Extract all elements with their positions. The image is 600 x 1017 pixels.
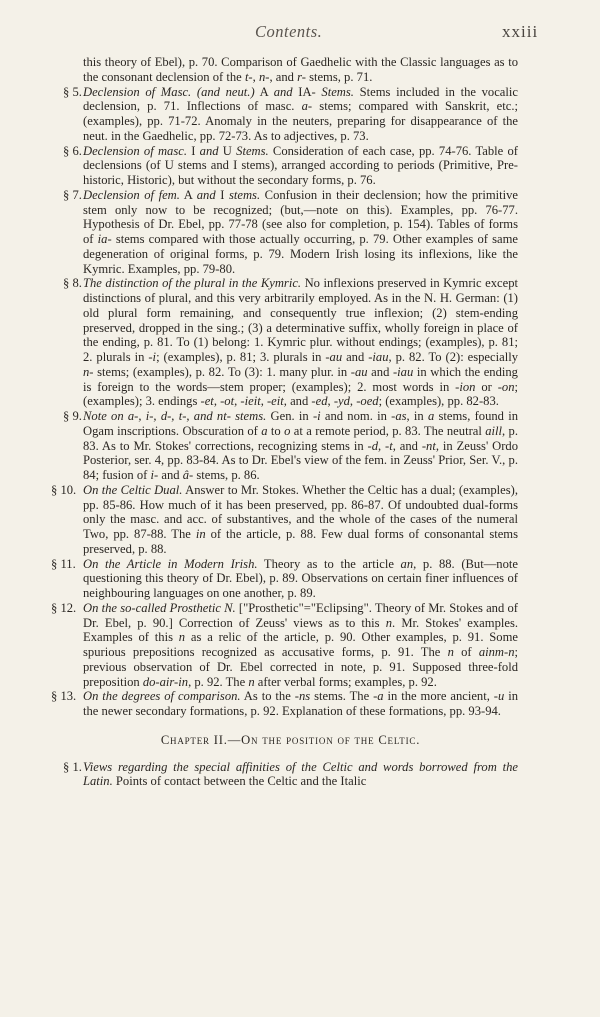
contents-paragraph bbox=[63, 188, 518, 277]
section-number: § 12. bbox=[51, 600, 77, 615]
section-number: § 5. bbox=[63, 84, 82, 99]
paragraph-text: Declension of masc. I and U Stems. Consideration of each case, pp. 74-76. Table of declensions (of U stems and I stems), arranged according to periods (Primitive, Pre-historic, Historic), but without the secondary forms, p. 76. bbox=[83, 143, 518, 187]
chapter-paragraphs bbox=[63, 760, 518, 790]
paragraph-text: Views regarding the special affinities of the Celtic and words borrowed from the Latin. Points of contact between the Celtic and the Italic bbox=[83, 759, 518, 789]
section-number: § 9. bbox=[63, 409, 82, 423]
page-number: xxiii bbox=[502, 22, 539, 41]
contents-paragraph bbox=[63, 144, 518, 188]
paragraph-text: Declension of fem. A and I stems. Confusion in their declension; how the primitive stem only now to be recognized; (but,—note on this). Examples, pp. 76-77. Hypothesis of Dr. Ebel, pp. 77-78 (see also for completion, p. 154). Tables of forms of ia- stems compared with those actually occurring, p. 79. Other examples of same degeneration of original forms, p. 79. Modern Irish losing its inflexions, like the Kymric. Examples, pp. 79-80. bbox=[83, 187, 518, 276]
paragraph-text: this theory of Ebel), p. 70. Comparison of Gaedhelic with the Classic languages as to the consonant declension of the t-, n-, and r- stems, p. 71. bbox=[83, 55, 518, 84]
paragraph-text: On the degrees of comparison. As to the -ns stems. The -a in the more ancient, -u in the newer secondary formations, p. 92. Explanation of these formations, pp. 93-94. bbox=[83, 689, 518, 718]
contents-paragraph bbox=[63, 85, 518, 144]
paragraph-text: The distinction of the plural in the Kymric. No inflexions preserved in Kymric except distinctions of plural, and this very arbitrarily employed. As in the N. H. German: (1) old plural form remaining, and consequently true inflexion; (2) stem-ending preserved, dropped in the sing.; (3) a determinative suffix, wholly foreign in place of the ending, p. 81. To (1) belong: 1. Kymric plur. without endings; (examples), p. 81; 2. plurals in -i; (examples), p. 81; 3. plurals in -au and -iau, p. 82. To (2): especially n- stems; (examples), p. 82. To (3): 1. many plur. in -au and -iau in which the ending is foreign to the words—stem proper; (examples); 2. most words in -ion or -on; (examples); 3. endings -et, -ot, -ieit, -eit, and -ed, -yd, -oed; (examples), pp. 82-83. bbox=[83, 276, 518, 409]
chapter-paragraph bbox=[63, 760, 518, 790]
running-title: Contents. bbox=[255, 22, 323, 41]
section-number: § 10. bbox=[51, 482, 77, 497]
section-number: § 11. bbox=[51, 556, 76, 571]
section-number: § 13. bbox=[51, 689, 77, 704]
running-header bbox=[0, 22, 600, 46]
contents-body bbox=[51, 55, 519, 789]
contents-paragraph bbox=[51, 689, 518, 719]
contents-paragraph bbox=[51, 482, 518, 557]
section-number: § 7. bbox=[63, 187, 82, 202]
contents-paragraph bbox=[63, 55, 518, 85]
section-number: § 8. bbox=[63, 276, 82, 291]
contents-paragraph bbox=[51, 556, 518, 601]
section-number: § 1. bbox=[63, 759, 82, 774]
paragraph-text: Note on a-, i-, d-, t-, and nt- stems. Gen. in -i and nom. in -as, in a stems, found in Ogam inscriptions. Obscuration of a to o at a remote period, p. 83. The neutral aill, p. 83. As to Mr. Stokes' corrections, recognizing stems in -d, -t, and -nt, in Zeuss' Ordo Posterior, ser. 4, pp. 83-84. As to Dr. Ebel's view of the fem. in Zeuss' Prior, Ser. V., p. 84; fusion of i- and â- stems, p. 86. bbox=[83, 409, 518, 482]
contents-paragraph bbox=[51, 600, 519, 690]
paragraph-text: On the so-called Prosthetic N. ["Prosthetic"="Eclipsing". Theory of Mr. Stokes and of Dr. Ebel, p. 90.] Correction of Zeuss' views as to this n. Mr. Stokes' examples. Examples of this n as a relic of the article, p. 90. Other examples, p. 91. Some spurious prepositions recognized as accusative forms, p. 91. The n of ainm-n; previous observation of Dr. Ebel corrected in note, p. 91. Supposed three-fold preposition do-air-in, p. 92. The n after verbal forms; examples, p. 92. bbox=[83, 600, 519, 689]
paragraph-text: On the Celtic Dual. Answer to Mr. Stokes. Whether the Celtic has a dual; (examples), pp. 85-86. How much of it has been preserved, pp. 86-87. Of undoubted dual-forms only the masc. and acc. of substantives, and the whole of the cases of the numeral Two, pp. 87-88. The in of the article, p. 88. Few dual forms of consonantal stems preserved, p. 88. bbox=[83, 482, 518, 556]
contents-paragraphs bbox=[51, 55, 519, 719]
paragraph-text: On the Article in Modern Irish. Theory as to the article an, p. 88. (But—note questioning this theory of Dr. Ebel), p. 89. Observations on certain finer influences of neighbouring languages on one another, p. 89. bbox=[83, 556, 518, 600]
contents-paragraph bbox=[63, 276, 518, 409]
section-number: § 6. bbox=[63, 143, 82, 158]
chapter-heading: Chapter II.—On the position of the Celtic. bbox=[160, 732, 421, 747]
contents-paragraph bbox=[63, 409, 518, 483]
paragraph-text: Declension of Masc. (and neut.) A and IA- Stems. Stems included in the vocalic declension, p. 71. Inflections of masc. a- stems; compared with Sanskrit, etc.; (examples), pp. 71-72. Anomaly in the neuters, preparing for disappearance of the neut. in the Gaedhelic, pp. 72-73. As to adjectives, p. 73. bbox=[83, 84, 518, 143]
